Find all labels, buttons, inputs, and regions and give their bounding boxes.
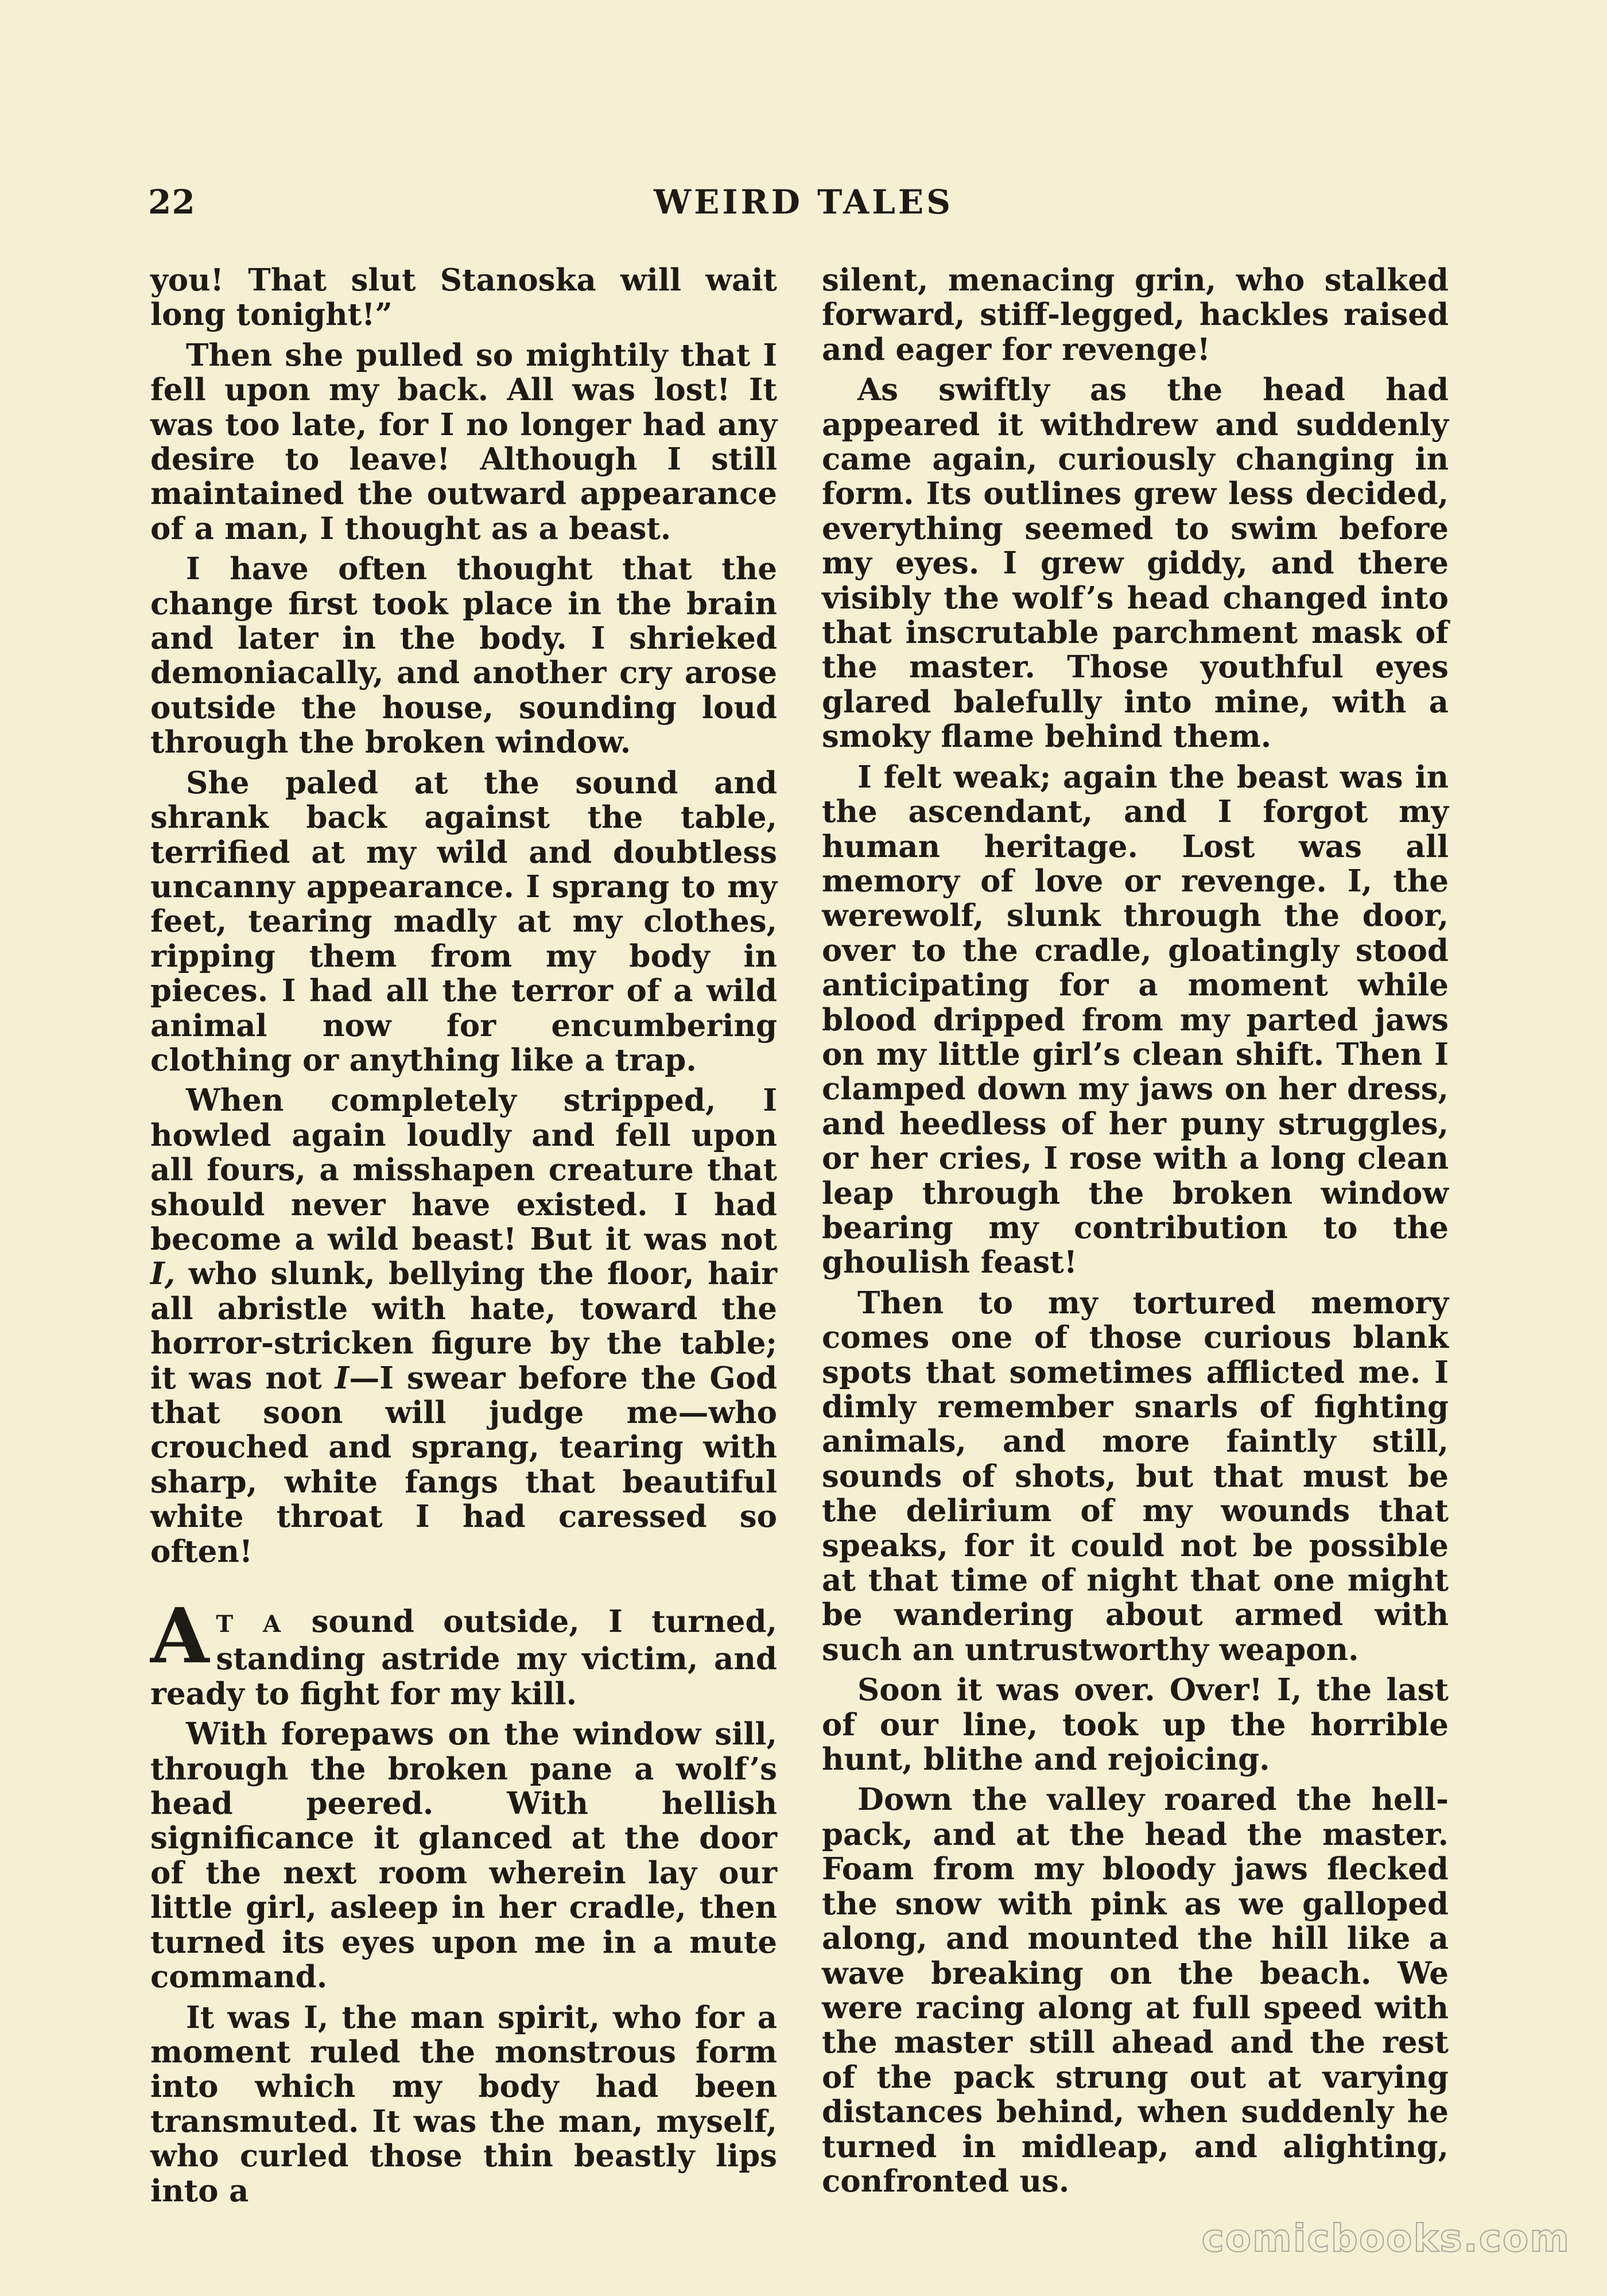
section-opening-paragraph <box>150 1592 778 1712</box>
drop-cap: A <box>150 1592 209 1681</box>
right-column <box>822 263 1449 2204</box>
italic-word: I, <box>150 1256 176 1292</box>
running-head-title: WEIRD TALES <box>653 183 954 222</box>
italic-word: I <box>335 1360 350 1396</box>
paragraph <box>150 1083 777 1569</box>
watermark-logo: comicbooks.com <box>1201 2216 1570 2260</box>
paragraph: you! That slut Stanoska will wait long tonight!” <box>150 262 777 333</box>
paragraph: As swiftly as the head had appeared it withdrew and suddenly came again, curiously changing in form. Its outlines grew less decided, everything seemed to swim before my eyes. I grew giddy, and there visibly the wolf’s head changed into that inscrutable parchment mask of the master. Those youthful eyes glared balefully into mine, with a smoky flame behind them. <box>822 372 1449 755</box>
paragraph: She paled at the sound and shrank back against the table, terrified at my wild and doubtless uncanny appearance. I sprang to my feet, tearing madly at my clothes, ripping them from my body in pieces. I had all the terror of a wild animal now for encumbering clothing or anything like a trap. <box>150 765 777 1078</box>
paragraph: Soon it was over. Over! I, the last of our line, took up the horrible hunt, blithe and rejoicing. <box>822 1672 1449 1778</box>
left-column <box>150 263 777 2214</box>
paragraph: silent, menacing grin, who stalked forward, stiff-legged, hackles raised and eager for revenge! <box>822 262 1449 367</box>
text-run: sound outside, I turned, standing astride my victim, and ready to fight for my kill. <box>150 1604 778 1712</box>
text-run: —I swear before the God that soon will judge me—who crouched and sprang, tearing with sharp, white fangs that beautiful white throat I had caressed so often! <box>150 1360 778 1569</box>
paragraph: I have often thought that the change first took place in the brain and later in the body. I shrieked demoniacally, and another cry arose outside the house, sounding loud through the broken window. <box>150 551 777 761</box>
paragraph: It was I, the man spirit, who for a moment ruled the monstrous form into which my body had been transmuted. It was the man, myself, who curled those thin beastly lips into a <box>150 1999 777 2209</box>
small-caps-lead: T A <box>216 1611 283 1638</box>
text-run: When completely stripped, I howled again loudly and fell upon all fours, a misshapen creature that should never have existed. I had become a wild beast! But it was not <box>150 1083 777 1257</box>
paragraph: Then she pulled so mightily that I fell upon my back. All was lost! It was too late, for I no longer had any desire to leave! Although I still maintained the outward appearance of a man, I thought as a beast. <box>150 337 777 546</box>
paragraph: Down the valley roared the hell-pack, and at the head the master. Foam from my bloody jaws flecked the snow with pink as we galloped along, and mounted the hill like a wave breaking on the beach. We were racing along at full speed with the master still ahead and the rest of the pack strung out at varying distances behind, when suddenly he turned in midleap, and alighting, confronted us. <box>822 1782 1449 2199</box>
paragraph: Then to my tortured memory comes one of those curious blank spots that sometimes afflicted me. I dimly remember snarls of fighting animals, and more faintly still, sounds of shots, but that must be the delirium of my wounds that speaks, for it could not be possible at that time of night that one might be wandering about armed with such an untrustworthy weapon. <box>822 1285 1449 1667</box>
paragraph: I felt weak; again the beast was in the ascendant, and I forgot my human heritage. Lost was all memory of love or revenge. I, the werewolf, slunk through the door, over to the cradle, gloatingly stood anticipating for a moment while blood dripped from my parted jaws on my little girl’s clean shift. Then I clamped down my jaws on her dress, and heedless of her puny struggles, or her cries, I rose with a long clean leap through the broken window bearing my contribution to the ghoulish feast! <box>822 759 1449 1281</box>
paragraph: With forepaws on the window sill, through the broken pane a wolf’s head peered. With hellish significance it glanced at the door of the next room wherein lay our little girl, asleep in her cradle, then turned its eyes upon me in a mute command. <box>150 1716 777 1995</box>
page-number: 22 <box>148 183 196 222</box>
text-run: who slunk, bellying the floor, hair all abristle with hate, toward the horror-stricken figure by the table; it was not <box>150 1256 777 1396</box>
